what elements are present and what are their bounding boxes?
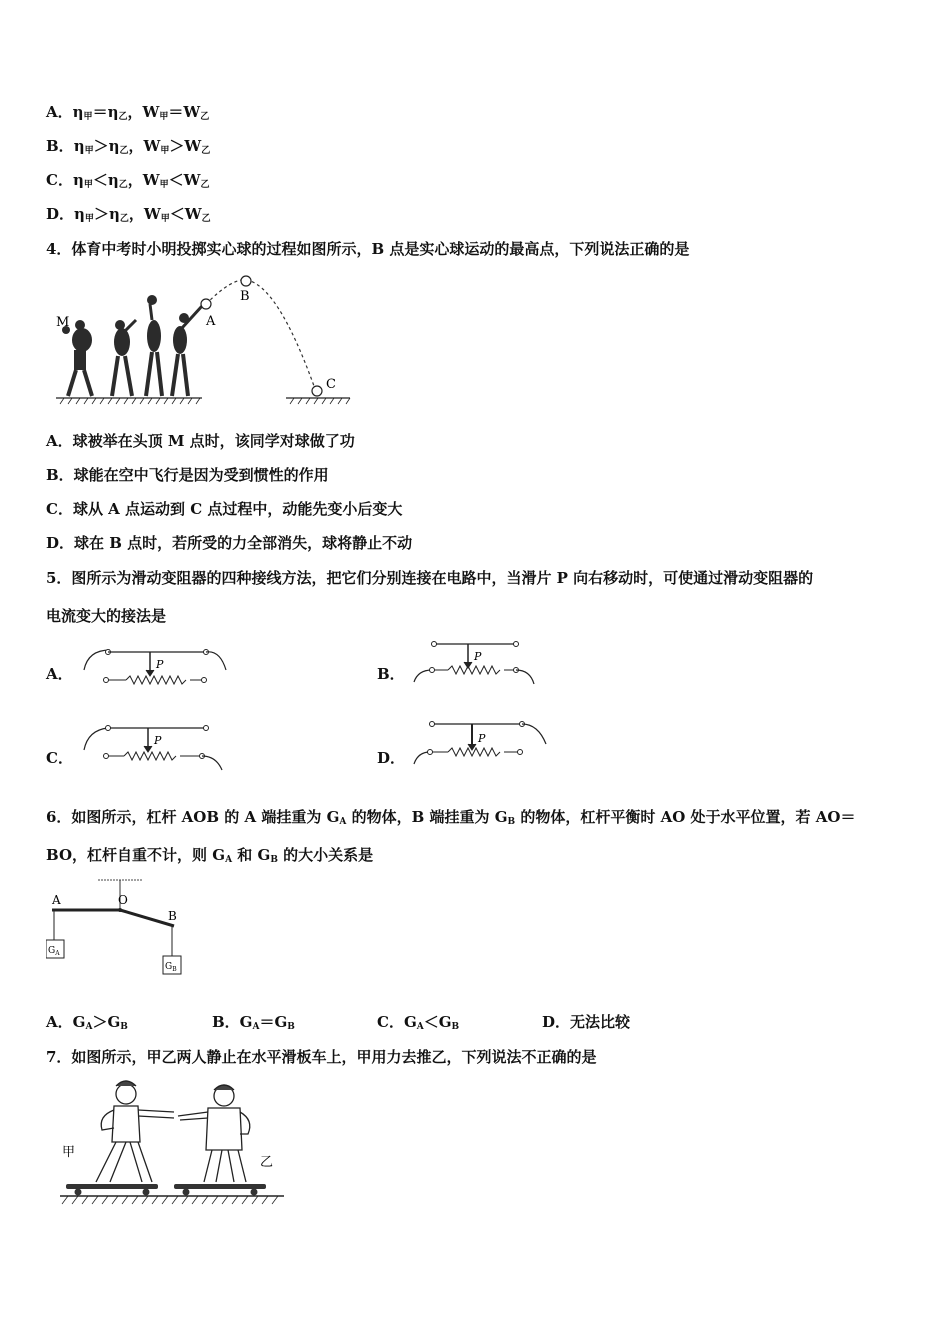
person-jia (96, 1081, 174, 1182)
q4-stem: 4．体育中考时小明投掷实心球的过程如图所示，B 点是实心球运动的最高点，下列说法正确的是 (46, 240, 690, 258)
q6-option-b: B．$G_A=G_B$ (212, 1013, 295, 1032)
slider-p-d: P (478, 732, 486, 745)
q5-option-b-label: B． (377, 665, 405, 683)
q4-figure (52, 270, 352, 410)
q5-rheostat-a (80, 640, 230, 690)
label-gb: $G_B$ (165, 962, 177, 973)
q5-rheostat-d (410, 716, 550, 772)
slider-p-a: P (156, 658, 164, 671)
q7-stem: 7．如图所示，甲乙两人静止在水平滑板车上，甲用力去推乙，下列说法不正确的是 (46, 1048, 597, 1066)
label-m: M (56, 315, 70, 330)
ball-c (312, 386, 322, 396)
label-a: A (52, 893, 61, 907)
q5-option-c-label: C． (46, 749, 73, 767)
label-b: B (168, 909, 177, 923)
ground-left (56, 398, 202, 404)
person-yi (178, 1085, 250, 1182)
q4-option-d: D．球在 B 点时，若所受的力全部消失，球将静止不动 (46, 534, 413, 552)
q5-stem-line2: 电流变大的接法是 (46, 607, 167, 625)
q5-stem-line1: 5．图所示为滑动变阻器的四种接线方法，把它们分别连接在电路中，当滑片 P 向右移动时，可使通过滑动变阻器的 (46, 569, 814, 587)
q6-option-c: C．$G_A<G_B$ (377, 1013, 460, 1032)
q5-rheostat-b (410, 636, 540, 690)
label-yi: 乙 (260, 1155, 274, 1170)
ball-b (241, 276, 251, 286)
q5-rheostat-c (80, 720, 230, 774)
q4-option-a: A．球被举在头顶 M 点时，该同学对球做了功 (46, 432, 355, 450)
q3-option-a: A．$\eta_甲=\eta_乙$，$W_甲=W_乙$ (46, 103, 210, 122)
label-o: O (118, 893, 128, 907)
ground-right (286, 398, 350, 404)
ball-a (201, 299, 211, 309)
q5-option-a-label: A． (46, 665, 73, 683)
label-ga: $G_A$ (48, 946, 60, 957)
q3-option-c: C．$\eta_甲<\eta_乙$，$W_甲<W_乙$ (46, 171, 210, 190)
label-c: C (326, 377, 336, 392)
q7-figure (56, 1076, 288, 1208)
q6-stem-line1: 6．如图所示，杠杆 AOB 的 A 端挂重为 $G_A$ 的物体，B 端挂重为 $G_B$ 的物体，杠杆平衡时 AO 处于水平位置，若 AO＝ (46, 808, 856, 827)
slider-p-c: P (154, 734, 162, 747)
q6-stem-line2: BO，杠杆自重不计，则 $G_A$ 和 $G_B$ 的大小关系是 (46, 846, 374, 865)
q3-option-b: B．$\eta_甲>\eta_乙$，$W_甲>W_乙$ (46, 137, 211, 156)
q3-option-d: D．$\eta_甲>\eta_乙$，$W_甲<W_乙$ (46, 205, 211, 224)
thrower-silhouettes (62, 295, 202, 396)
q6-option-d: D．无法比较 (542, 1013, 631, 1031)
q6-lever-figure (46, 874, 186, 984)
label-jia: 甲 (62, 1145, 76, 1160)
slider-p-b: P (474, 650, 482, 663)
q4-option-b: B．球能在空中飞行是因为受到惯性的作用 (46, 466, 329, 484)
q5-option-d-label: D． (377, 749, 406, 767)
label-a: A (206, 314, 216, 329)
q6-option-a: A．$G_A>G_B$ (46, 1013, 128, 1032)
trajectory-path (206, 280, 314, 386)
q4-option-c: C．球从 A 点运动到 C 点过程中，动能先变小后变大 (46, 500, 403, 518)
label-b: B (240, 289, 250, 304)
